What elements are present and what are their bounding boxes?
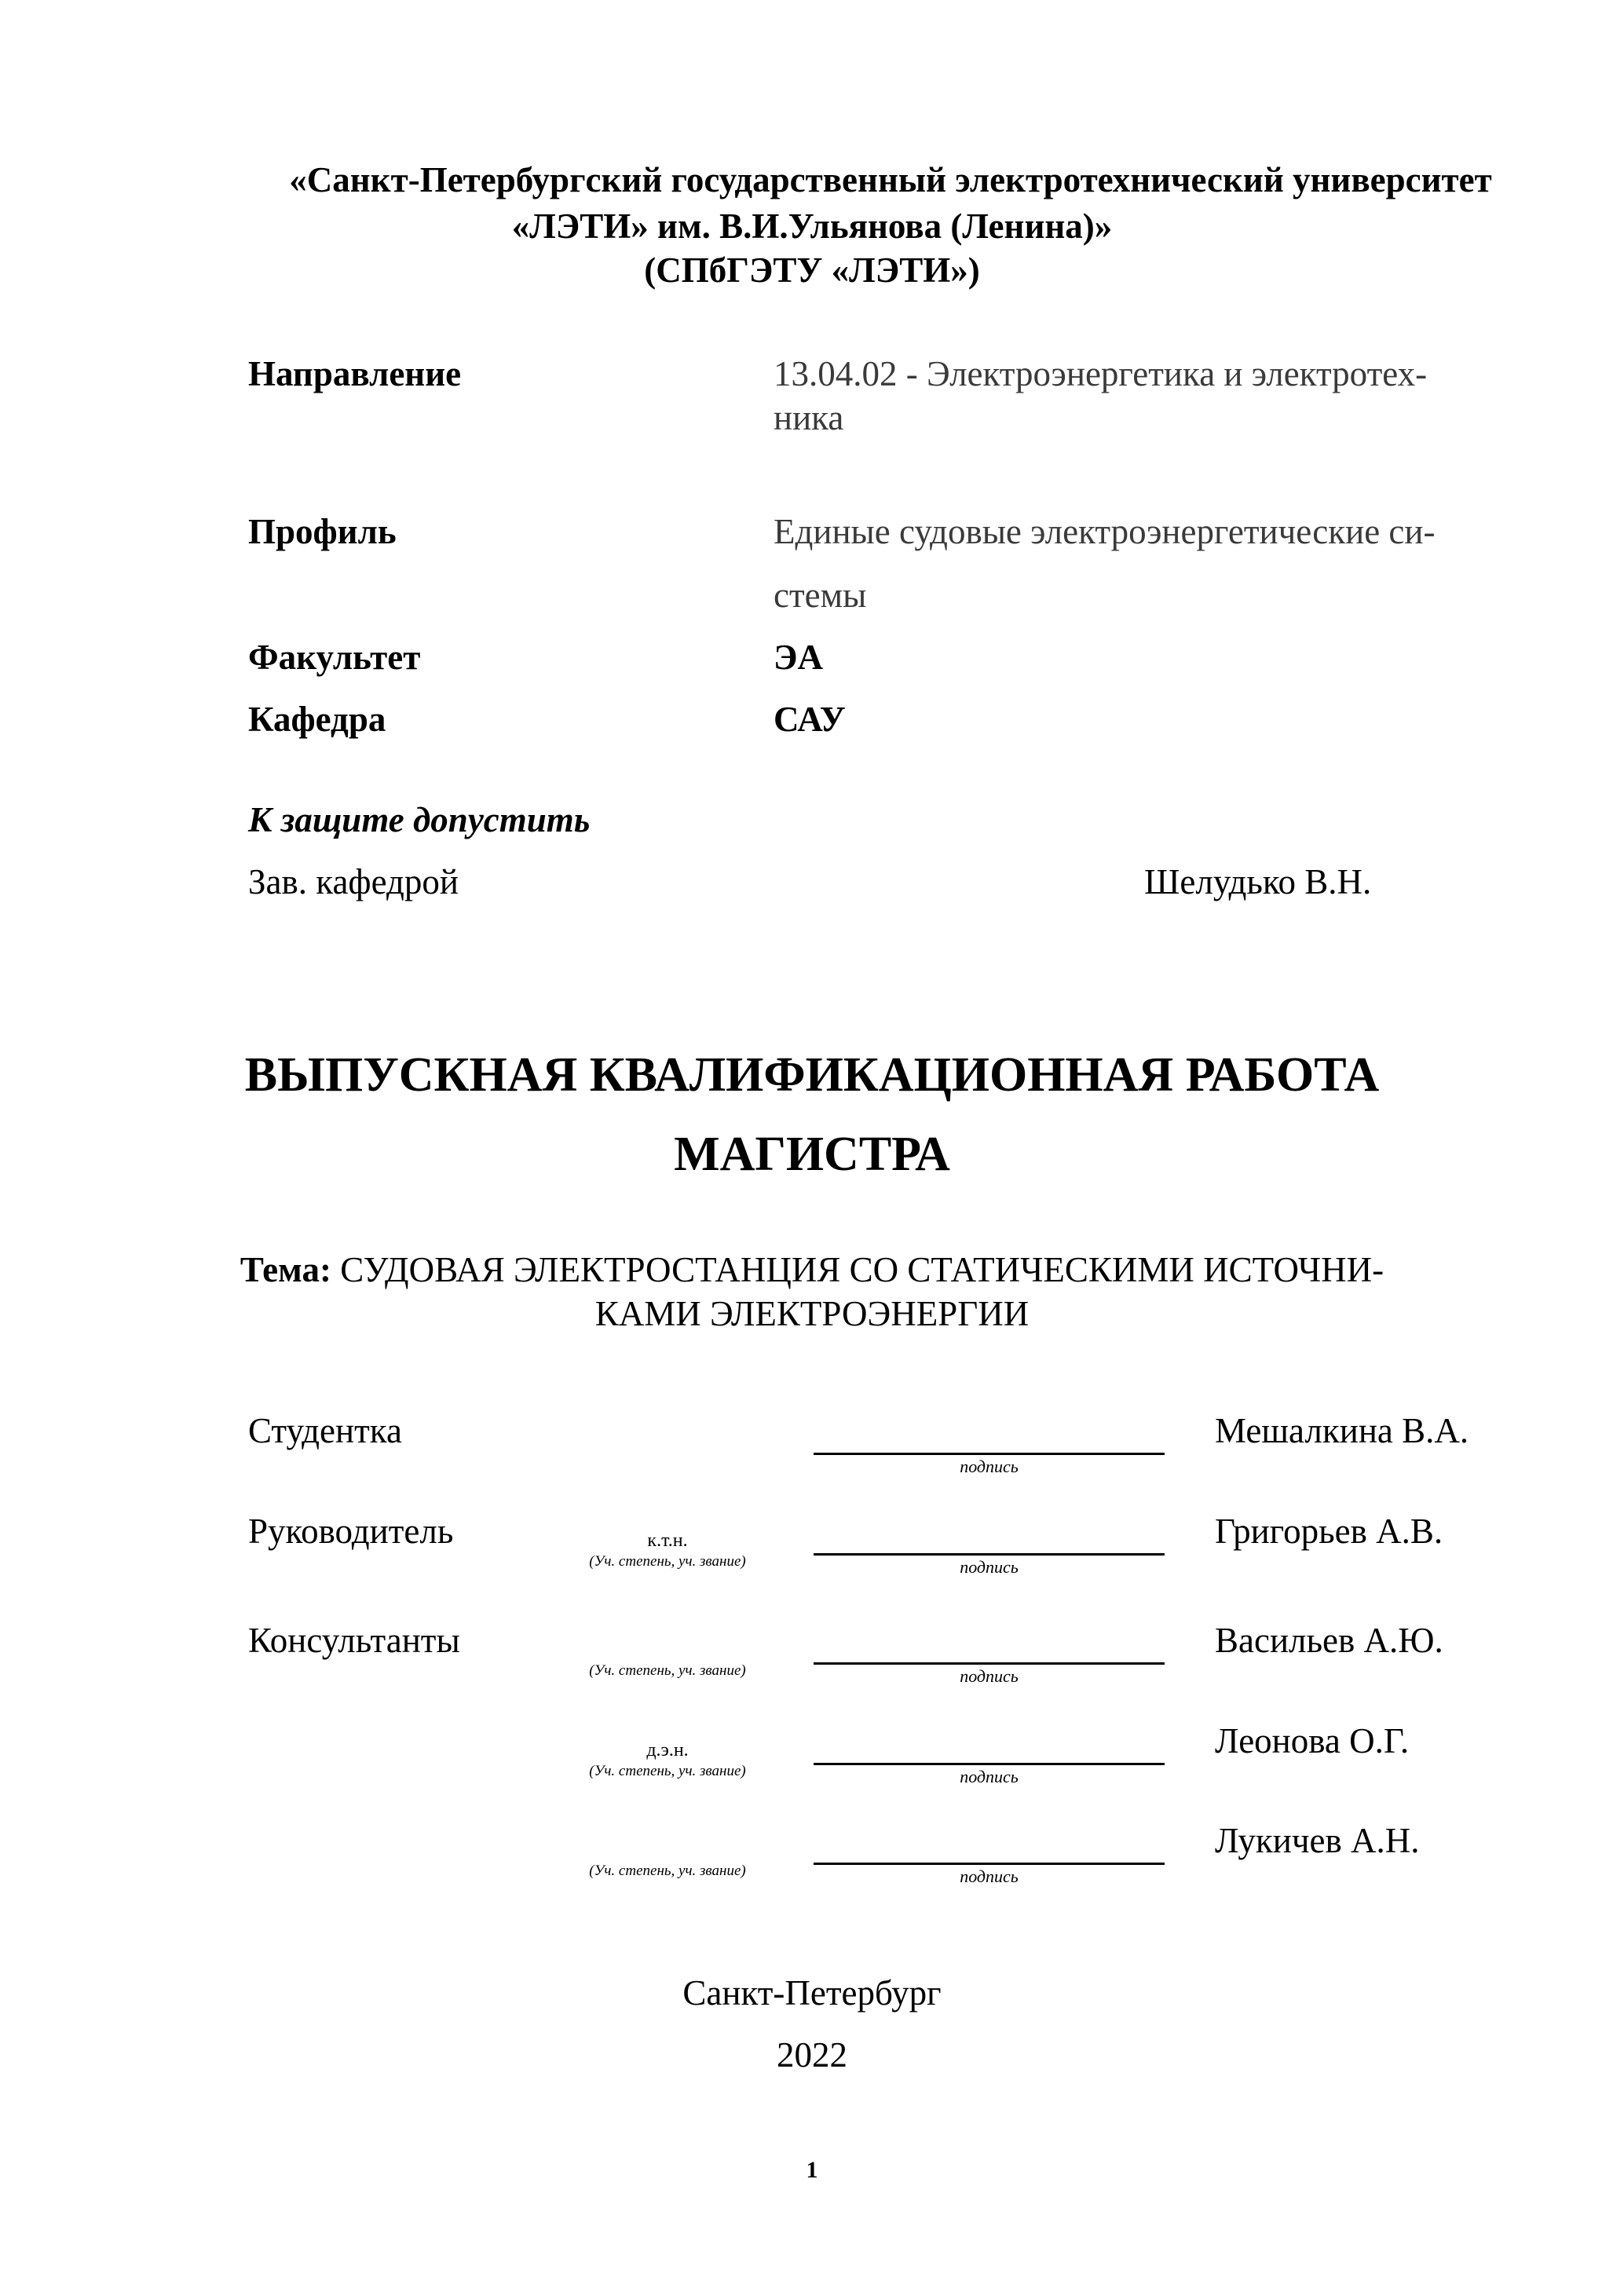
- signature-caption: подпись: [960, 1866, 1019, 1886]
- topic-text-line1: СУДОВАЯ ЭЛЕКТРОСТАНЦИЯ СО СТАТИЧЕСКИМИ ИСТОЧНИ-: [340, 1250, 1384, 1289]
- signatory-name: Леонова О.Г.: [1215, 1721, 1410, 1760]
- signature-caption: подпись: [960, 1557, 1019, 1577]
- direction-value-line1: 13.04.02 - Электроэнергетика и электротех-: [774, 354, 1428, 393]
- topic-text-line2: КАМИ ЭЛЕКТРОЭНЕРГИИ: [594, 1294, 1030, 1333]
- signature-role: Студентка: [248, 1411, 402, 1450]
- profile-value-line1: Единые судовые электроэнергетические си-: [774, 512, 1436, 551]
- academic-degree: д.э.н.: [646, 1740, 689, 1760]
- department-label: Кафедра: [248, 700, 386, 739]
- direction-label: Направление: [248, 354, 462, 393]
- page-number: 1: [806, 2157, 818, 2183]
- university-abbr: (СПбГЭТУ «ЛЭТИ»): [644, 250, 980, 290]
- university-name-line1: «Санкт-Петербургский государственный электротехнический университет: [289, 160, 1492, 199]
- approval-role: Зав. кафедрой: [248, 862, 459, 901]
- department-value: САУ: [774, 700, 846, 739]
- signature-line: [814, 1863, 1165, 1865]
- university-name-line2: «ЛЭТИ» им. В.И.Ульянова (Ленина)»: [511, 207, 1113, 246]
- topic-label: Тема:: [240, 1250, 331, 1289]
- faculty-value: ЭА: [774, 638, 824, 677]
- signature-line: [814, 1553, 1165, 1556]
- approval-heading: К защите допустить: [248, 800, 591, 839]
- signature-role: Руководитель: [248, 1512, 454, 1551]
- signatory-name: Мешалкина В.А.: [1215, 1411, 1469, 1450]
- signature-line: [814, 1453, 1165, 1455]
- signatory-name: Лукичев А.Н.: [1215, 1821, 1420, 1860]
- signature-caption: подпись: [960, 1767, 1019, 1786]
- profile-label: Профиль: [248, 512, 397, 551]
- approval-name: Шелудько В.Н.: [1144, 862, 1372, 901]
- direction-value-line2: ника: [774, 398, 844, 437]
- degree-hint: (Уч. степень, уч. звание): [589, 1553, 746, 1570]
- signature-caption: подпись: [960, 1666, 1019, 1686]
- profile-value-line2: стемы: [774, 576, 867, 615]
- signature-caption: подпись: [960, 1457, 1019, 1476]
- academic-degree: к.т.н.: [647, 1530, 688, 1551]
- signatory-name: Васильев А.Ю.: [1215, 1621, 1443, 1660]
- faculty-label: Факультет: [248, 638, 421, 677]
- city: Санкт-Петербург: [682, 1973, 942, 2013]
- signature-role: Консультанты: [248, 1621, 460, 1660]
- year: 2022: [777, 2035, 847, 2075]
- title-line1: ВЫПУСКНАЯ КВАЛИФИКАЦИОННАЯ РАБОТА: [244, 1048, 1380, 1102]
- signatory-name: Григорьев А.В.: [1215, 1512, 1443, 1551]
- topic-line1: [0, 1248, 1624, 1292]
- degree-hint: (Уч. степень, уч. звание): [589, 1662, 746, 1679]
- signature-line: [814, 1763, 1165, 1765]
- signature-line: [814, 1662, 1165, 1665]
- title-line2: МАГИСТРА: [674, 1128, 950, 1181]
- degree-hint: (Уч. степень, уч. звание): [589, 1863, 746, 1879]
- degree-hint: (Уч. степень, уч. звание): [589, 1763, 746, 1779]
